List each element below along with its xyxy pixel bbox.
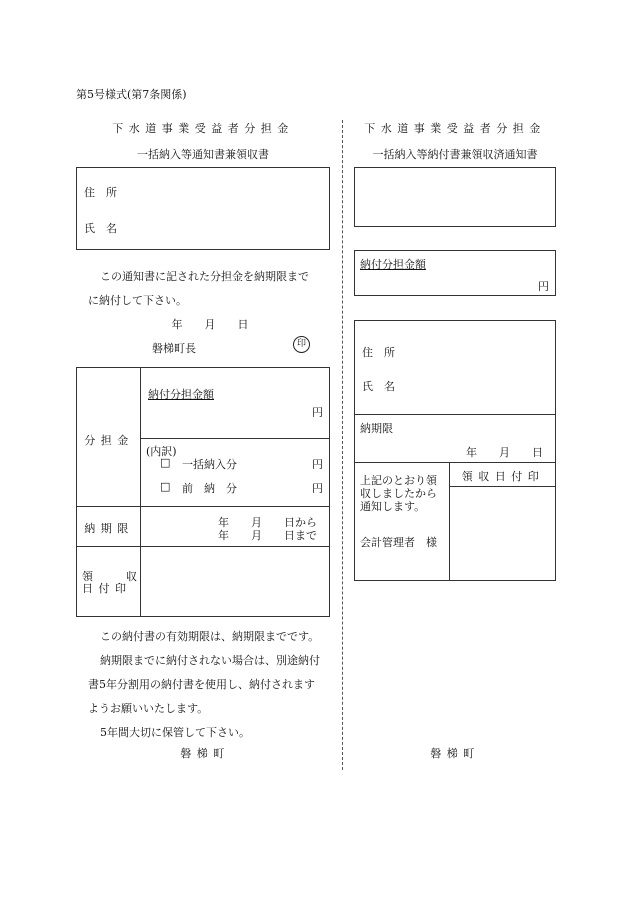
burden-label: 分担金	[84, 434, 134, 447]
left-date: 年 月 日	[171, 318, 249, 331]
table-line-deadline	[76, 506, 330, 507]
table-column-divider	[140, 367, 141, 617]
accountant-label: 会計管理者 様	[360, 536, 437, 549]
form-label: 第5号様式(第7条関係)	[76, 88, 187, 101]
right-town-name: 磐梯町	[430, 747, 480, 760]
footer-note-1: この納付書の有効期限は、納期限までです。	[100, 630, 320, 643]
right-deadline-label: 納期限	[360, 422, 393, 435]
table-line-breakdown	[140, 438, 330, 439]
breakdown-label: (内訳)	[146, 445, 177, 458]
deadline-from: 年 月 日から	[218, 516, 317, 529]
receipt-stamp-label-line1: 領 収	[82, 570, 137, 583]
right-line-stamp-header	[449, 486, 556, 487]
lump-sum-checkbox[interactable]: □	[160, 456, 171, 469]
right-title-2: 一括納入等納付書兼領収済通知書	[372, 148, 538, 161]
right-line-receipt	[354, 462, 556, 463]
right-title-1: 下水道事業受益者分担金	[364, 122, 546, 135]
right-blank-box	[354, 167, 556, 227]
right-received-line2: 収しましたから	[360, 487, 437, 500]
amount-label: 納付分担金額	[148, 388, 214, 401]
left-notice-line1: この通知書に記された分担金を納期限まで	[100, 270, 309, 283]
left-title-2: 一括納入等通知書兼領収書	[137, 148, 269, 161]
prepay-yen: 円	[312, 482, 323, 495]
right-address-label: 住 所	[362, 346, 395, 359]
seal-mark: 印	[293, 336, 310, 353]
lump-sum-label: 一括納入分	[182, 458, 237, 471]
left-name-label: 氏 名	[84, 222, 117, 235]
prepay-label: 前 納 分	[182, 482, 237, 495]
footer-note-3: 書5年分割用の納付書を使用し、納付されます	[88, 678, 315, 691]
right-receipt-stamp-label: 領収日付印	[461, 470, 545, 483]
receipt-stamp-label-line2: 日付印	[82, 582, 132, 595]
right-name-label: 氏 名	[362, 380, 395, 393]
left-address-box	[76, 167, 330, 250]
footer-note-4: ようお願いいたします。	[88, 702, 209, 715]
issuer-name: 磐梯町長	[152, 342, 196, 355]
table-line-receipt	[76, 546, 330, 547]
right-amount-yen: 円	[538, 280, 549, 293]
right-received-line3: 通知します。	[360, 500, 426, 513]
amount-yen: 円	[312, 406, 323, 419]
left-town-name: 磐梯町	[180, 747, 230, 760]
perforation-divider	[342, 120, 343, 770]
footer-note-5: 5年間大切に保管して下さい。	[100, 726, 250, 739]
left-address-label: 住 所	[84, 186, 117, 199]
right-received-line1: 上記のとおり領	[360, 474, 437, 487]
deadline-label: 納期限	[84, 522, 134, 535]
left-title-1: 下水道事業受益者分担金	[112, 122, 294, 135]
lump-sum-yen: 円	[312, 458, 323, 471]
left-notice-line2: に納付して下さい。	[88, 294, 187, 307]
deadline-to: 年 月 日まで	[218, 529, 317, 542]
right-deadline-date: 年 月 日	[466, 446, 543, 459]
footer-note-2: 納期限までに納付されない場合は、別途納付	[100, 654, 320, 667]
prepay-checkbox[interactable]: □	[160, 480, 171, 493]
right-line-deadline	[354, 414, 556, 415]
right-amount-label: 納付分担金額	[360, 258, 426, 271]
